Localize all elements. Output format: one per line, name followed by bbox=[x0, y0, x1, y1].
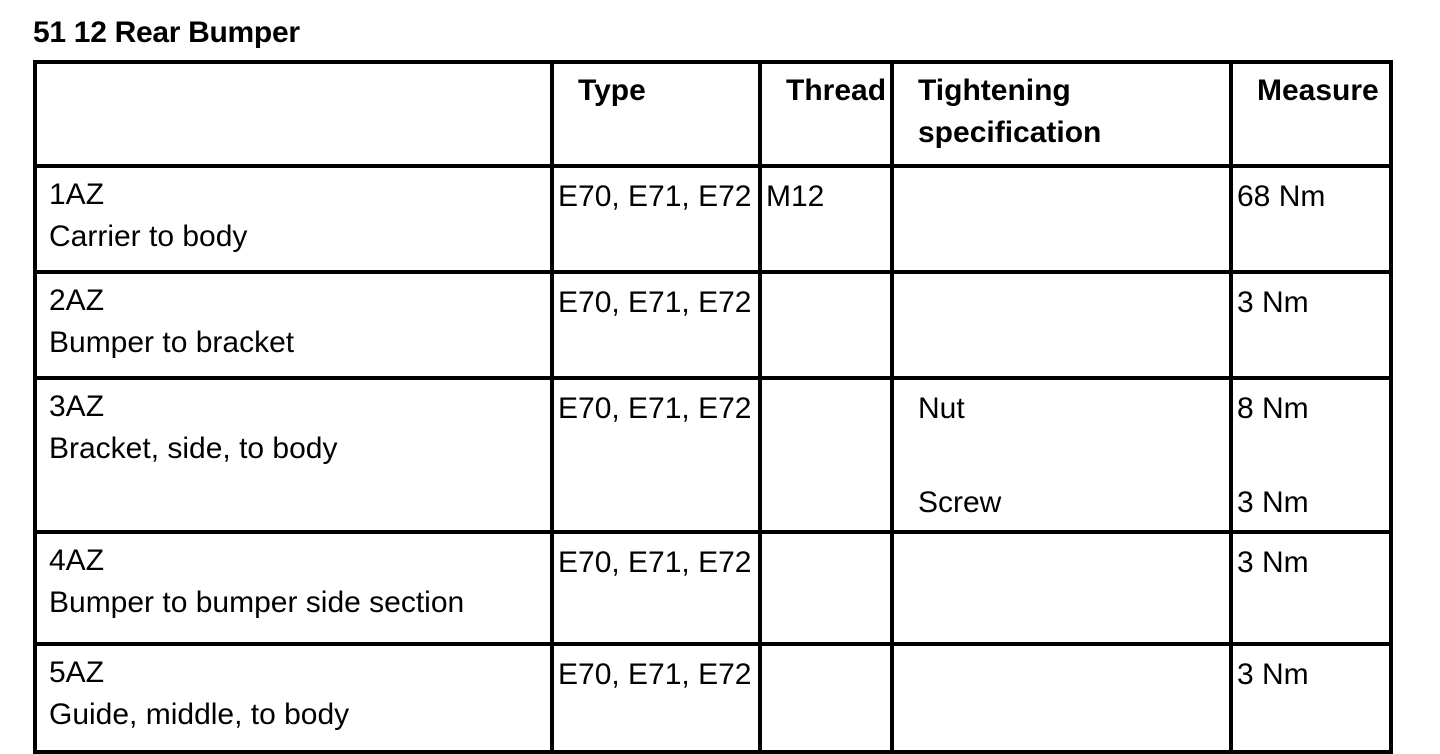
table-row bbox=[35, 378, 1391, 532]
measure-cell bbox=[1231, 272, 1391, 378]
thread-cell bbox=[760, 378, 892, 532]
spec-cell bbox=[892, 272, 1231, 378]
position-code: 4AZ bbox=[49, 544, 105, 577]
type-cell: E70, E71, E72 bbox=[552, 644, 760, 752]
position-cell bbox=[35, 272, 552, 378]
position-code: 1AZ bbox=[49, 178, 105, 211]
measure-value-nut: 8 Nm bbox=[1237, 392, 1309, 425]
spec-screw: Screw bbox=[918, 486, 1002, 519]
position-description: Bumper to bumper side section bbox=[49, 586, 465, 619]
spec-cell bbox=[892, 532, 1231, 644]
table-header-row bbox=[35, 62, 1391, 166]
header-type: Type bbox=[552, 62, 760, 166]
position-cell bbox=[35, 166, 552, 272]
page-title: 51 12 Rear Bumper bbox=[33, 16, 300, 49]
position-code: 5AZ bbox=[49, 656, 105, 689]
spec-cell bbox=[892, 378, 1231, 532]
type-cell: E70, E71, E72 bbox=[552, 272, 760, 378]
position-description: Bracket, side, to body bbox=[49, 432, 338, 465]
position-code: 3AZ bbox=[49, 390, 105, 423]
header-tightening-specification: Tightening specification bbox=[892, 62, 1231, 166]
measure-value: 3 Nm bbox=[1237, 658, 1309, 691]
thread-cell bbox=[760, 532, 892, 644]
spec-cell bbox=[892, 644, 1231, 752]
measure-value: 3 Nm bbox=[1237, 286, 1309, 319]
thread-cell bbox=[760, 644, 892, 752]
position-cell bbox=[35, 644, 552, 752]
measure-cell bbox=[1231, 166, 1391, 272]
table-row bbox=[35, 644, 1391, 752]
measure-value: 3 Nm bbox=[1237, 546, 1309, 579]
position-description: Guide, middle, to body bbox=[49, 698, 350, 731]
thread-cell bbox=[760, 272, 892, 378]
spec-nut: Nut bbox=[918, 392, 965, 425]
table-row bbox=[35, 272, 1391, 378]
header-measure: Measure bbox=[1231, 62, 1391, 166]
measure-cell bbox=[1231, 532, 1391, 644]
header-position bbox=[35, 62, 552, 166]
measure-cell bbox=[1231, 378, 1391, 532]
measure-value-screw: 3 Nm bbox=[1237, 486, 1309, 519]
thread-cell: M12 bbox=[760, 166, 892, 272]
position-cell bbox=[35, 378, 552, 532]
position-description: Carrier to body bbox=[49, 220, 248, 253]
measure-value: 68 Nm bbox=[1237, 180, 1326, 213]
position-code: 2AZ bbox=[49, 284, 105, 317]
table-row bbox=[35, 166, 1391, 272]
type-cell: E70, E71, E72 bbox=[552, 378, 760, 532]
spec-cell bbox=[892, 166, 1231, 272]
position-description: Bumper to bracket bbox=[49, 326, 295, 359]
measure-cell bbox=[1231, 644, 1391, 752]
position-cell bbox=[35, 532, 552, 644]
table-row bbox=[35, 532, 1391, 644]
header-thread: Thread bbox=[760, 62, 892, 166]
type-cell: E70, E71, E72 bbox=[552, 532, 760, 644]
torque-spec-table bbox=[33, 60, 1393, 754]
type-cell: E70, E71, E72 bbox=[552, 166, 760, 272]
